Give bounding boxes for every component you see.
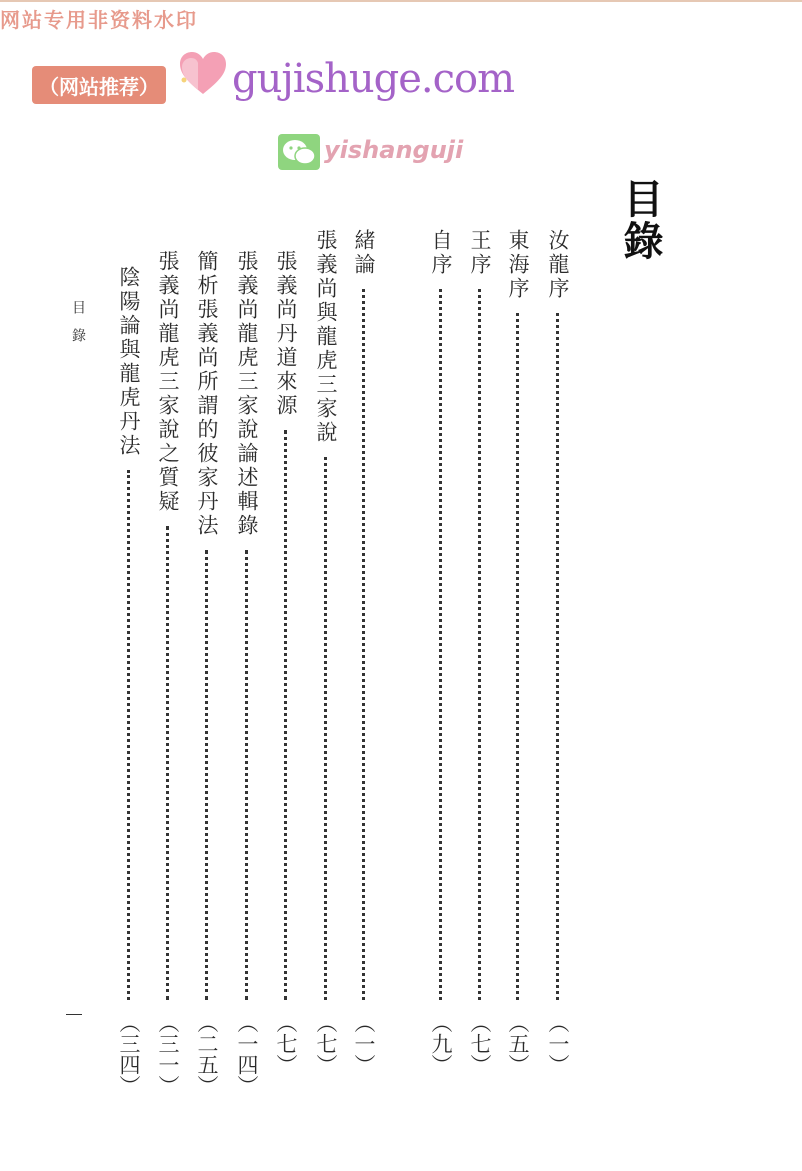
toc-entry-page: （九） (429, 1012, 453, 1075)
toc-leader-dots (205, 550, 211, 1000)
toc-leader-dots (324, 457, 330, 1000)
top-rule (0, 0, 802, 2)
wechat-id: yishanguji (324, 136, 464, 164)
site-recommend-badge: （网站推荐） (32, 66, 166, 104)
toc-leader-dots (439, 289, 445, 1000)
toc-entry-title: 東海序 (506, 229, 530, 301)
toc-entry-page: （七） (314, 1012, 338, 1075)
toc-leader-dots (166, 526, 172, 1000)
toc-leader-dots (556, 313, 562, 1000)
toc-entry-title: 汝龍序 (546, 229, 570, 301)
toc-leader-dots (245, 550, 251, 1000)
toc-entry-page: （三四） (117, 1012, 141, 1096)
heart-icon (178, 50, 228, 96)
toc-entry-page: （七） (274, 1012, 298, 1075)
toc-entry-title: 自序 (429, 229, 453, 277)
toc-entry-page: （七） (468, 1012, 492, 1075)
running-head: 目錄 (70, 300, 86, 356)
site-domain: gujishuge.com (232, 56, 515, 102)
toc-leader-dots (516, 313, 522, 1000)
toc-entry-page: （二五） (195, 1012, 219, 1096)
toc-leader-dots (284, 430, 290, 1000)
toc-entry-title: 張義尚龍虎三家說論述輯錄 (235, 250, 259, 538)
toc-entry-title: 王序 (468, 229, 492, 277)
toc-entry-page: （一） (546, 1012, 570, 1075)
page-title: 目錄 (617, 178, 664, 262)
toc-leader-dots (362, 289, 368, 1000)
toc-entry-title: 張義尚與龍虎三家說 (314, 229, 338, 445)
toc-leader-dots (478, 289, 484, 1000)
toc-entry-title: 簡析張義尚所謂的彼家丹法 (195, 250, 219, 538)
toc-entry-page: （一） (352, 1012, 376, 1075)
watermark-text: 网站专用非资料水印 (0, 8, 198, 32)
toc-entry-title: 張義尚龍虎三家說之質疑 (156, 250, 180, 514)
toc-entry-title: 張義尚丹道來源 (274, 250, 298, 418)
toc-entry-title: 緒論 (352, 229, 376, 277)
wechat-icon (278, 134, 320, 170)
toc-leader-dots (127, 470, 133, 1000)
toc-entry-title: 陰陽論與龍虎丹法 (117, 266, 141, 458)
toc-entry-page: （五） (506, 1012, 530, 1075)
folio-mark (66, 1014, 82, 1015)
toc-entry-page: （三一） (156, 1012, 180, 1096)
toc-entry-page: （一四） (235, 1012, 259, 1096)
